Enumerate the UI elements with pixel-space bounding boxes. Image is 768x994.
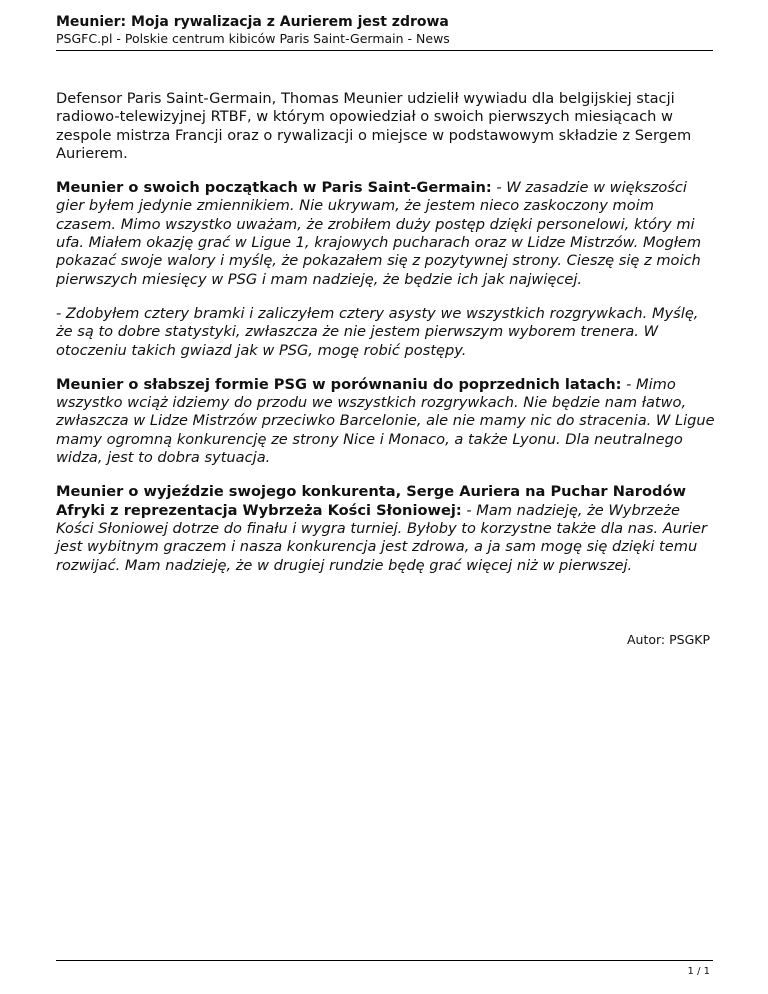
interview-paragraph <box>56 179 716 289</box>
article-body <box>56 90 716 591</box>
article-author: Autor: PSGKP <box>626 632 710 647</box>
interview-answer: - Zdobyłem cztery bramki i zaliczyłem cztery asysty we wszystkich rozgrywkach. Myślę, że są to dobre statystyki, zwłaszcza że nie jestem pierwszym wyborem trenera. W otoczeniu takich gwiazd jak w PSG, mogę robić postępy. <box>56 304 699 359</box>
header-divider <box>56 50 713 51</box>
interview-paragraph <box>56 305 716 360</box>
article-intro: Defensor Paris Saint-Germain, Thomas Meunier udzielił wywiadu dla belgijskiej stacji radiowo-telewizyjnej RTBF, w którym opowiedział o swoich pierwszych miesiącach w zespole mistrza Francji oraz o rywalizacji o miejsce w podstawowym składzie z Sergem Aurierem. <box>56 90 692 162</box>
interview-question: Meunier o słabszej formie PSG w porównaniu do poprzednich latach: <box>56 375 622 393</box>
interview-paragraph <box>56 376 716 467</box>
page-number: 1 / 1 <box>687 966 710 977</box>
interview-question: Meunier o wyjeździe swojego konkurenta, Serge Auriera na Puchar Narodów Afryki z reprezentacja Wybrzeża Kości Słoniowej: <box>56 483 686 519</box>
footer-divider <box>56 960 713 961</box>
document-header <box>56 14 713 47</box>
interview-answer: - Mam nadzieję, że Wybrzeże Kości Słoniowej dotrze do finału i wygra turniej. Byłoby to korzystne także dla nas. Aurier jest wybitnym graczem i nasza konkurencja jest zdrowa, a ja sam mogę się dzięki temu rozwijać. Mam nadzieję, że w drugiej rundzie będę grać więcej niż w pierwszej. <box>56 501 708 574</box>
site-name: PSGFC.pl - Polskie centrum kibiców Paris Saint-Germain - News <box>56 31 450 46</box>
interview-paragraph <box>56 483 716 574</box>
interview-question: Meunier o swoich początkach w Paris Saint-Germain: <box>56 179 492 197</box>
interview-answer: - W zasadzie w większości gier byłem jedynie zmiennikiem. Nie ukrywam, że jestem nieco zaskoczony moim czasem. Mimo wszystko uważam, że zrobiłem duży postęp dzięki personelowi, który mi ufa. Miałem okazję grać w Ligue 1, krajowych pucharach oraz w Lidze Mistrzów. Mogłem pokazać swoje walory i myślę, że pokazałem się z pozytywnej strony. Cieszę się z moich pierwszych miesięcy w PSG i mam nadzieję, że będzie ich jak najwięcej. <box>56 179 702 288</box>
document-title: Meunier: Moja rywalizacja z Aurierem jest zdrowa <box>56 14 449 30</box>
interview-answer: - Mimo wszystko wciąż idziemy do przodu we wszystkich rozgrywkach. Nie będzie nam łatwo, zwłaszcza w Lidze Mistrzów przeciwko Barcelonie, ale nie mamy nic do stracenia. W Ligue mamy ogromną konkurencję ze strony Nice i Monaco, a także Lyonu. Dla neutralnego widza, jest to dobra sytuacja. <box>56 375 715 467</box>
